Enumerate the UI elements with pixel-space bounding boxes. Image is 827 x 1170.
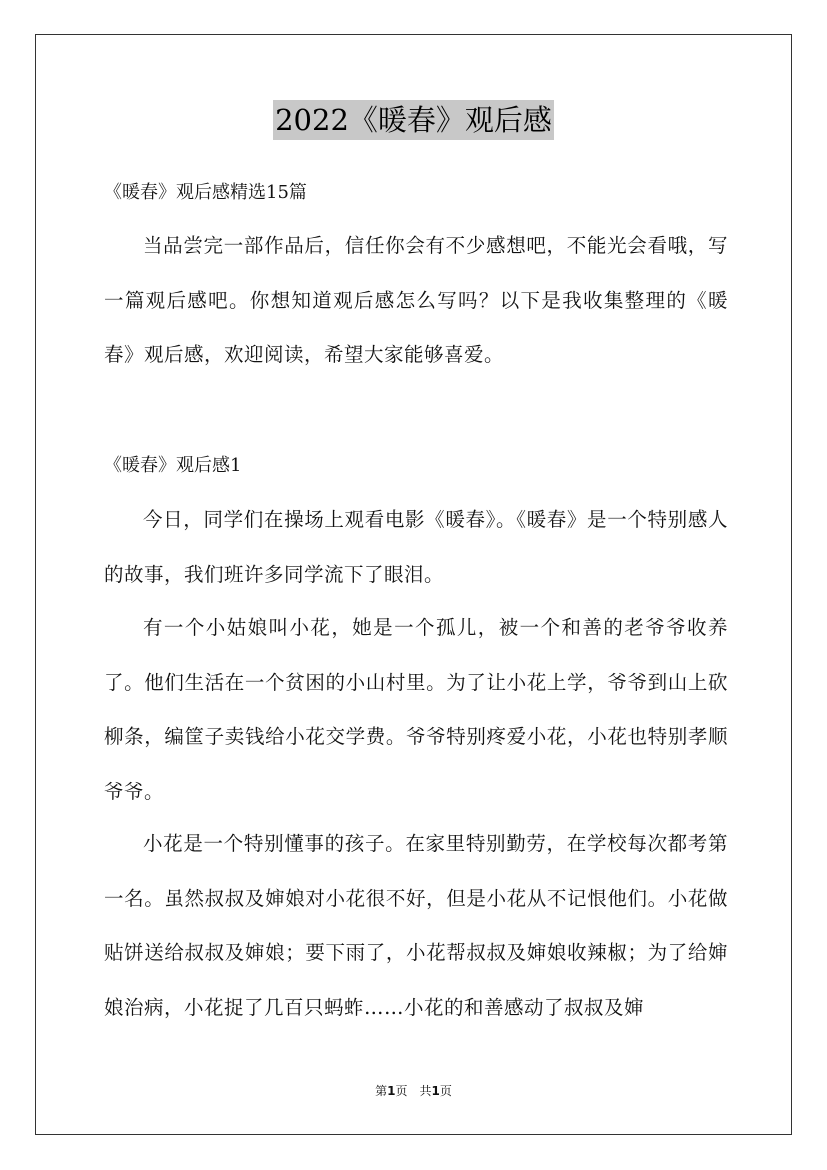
body-paragraph-2: 有一个小姑娘叫小花，她是一个孤儿，被一个和善的老爷爷收养了。他们生活在一个贫困的小山村里。为了让小花上学，爷爷到山上砍柳条，编筐子卖钱给小花交学费。爷爷特别疼爱小花，小花也特别孝顺爷爷。 [104, 616, 728, 803]
section-heading: 《暖春》观后感1 [104, 455, 242, 476]
document-title: 2022《暖春》观后感 [273, 100, 554, 140]
footer-page-current: 1 [387, 1084, 396, 1098]
intro-paragraph: 当品尝完一部作品后，信任你会有不少感想吧，不能光会看哦，写一篇观后感吧。你想知道观后感怎么写吗？以下是我收集整理的《暖春》观后感，欢迎阅读，希望大家能够喜爱。 [104, 234, 728, 366]
title-container [0, 100, 827, 140]
footer-page-total: 1 [431, 1084, 440, 1098]
footer-mid: 页 共 [395, 1084, 432, 1098]
footer-suffix: 页 [439, 1084, 452, 1098]
document-subtitle: 《暖春》观后感精选15篇 [104, 182, 307, 203]
page-footer [0, 1083, 827, 1099]
footer-prefix: 第 [375, 1084, 388, 1098]
body-paragraph-3: 小花是一个特别懂事的孩子。在家里特别勤劳，在学校每次都考第一名。虽然叔叔及婶娘对小花很不好，但是小花从不记恨他们。小花做贴饼送给叔叔及婶娘；要下雨了，小花帮叔叔及婶娘收辣椒；为了给婶娘治病，小花捉了几百只蚂蚱……小花的和善感动了叔叔及婶 [104, 832, 728, 1019]
body-paragraph-1: 今日，同学们在操场上观看电影《暖春》。《暖春》是一个特别感人的故事，我们班许多同学流下了眼泪。 [104, 508, 728, 586]
